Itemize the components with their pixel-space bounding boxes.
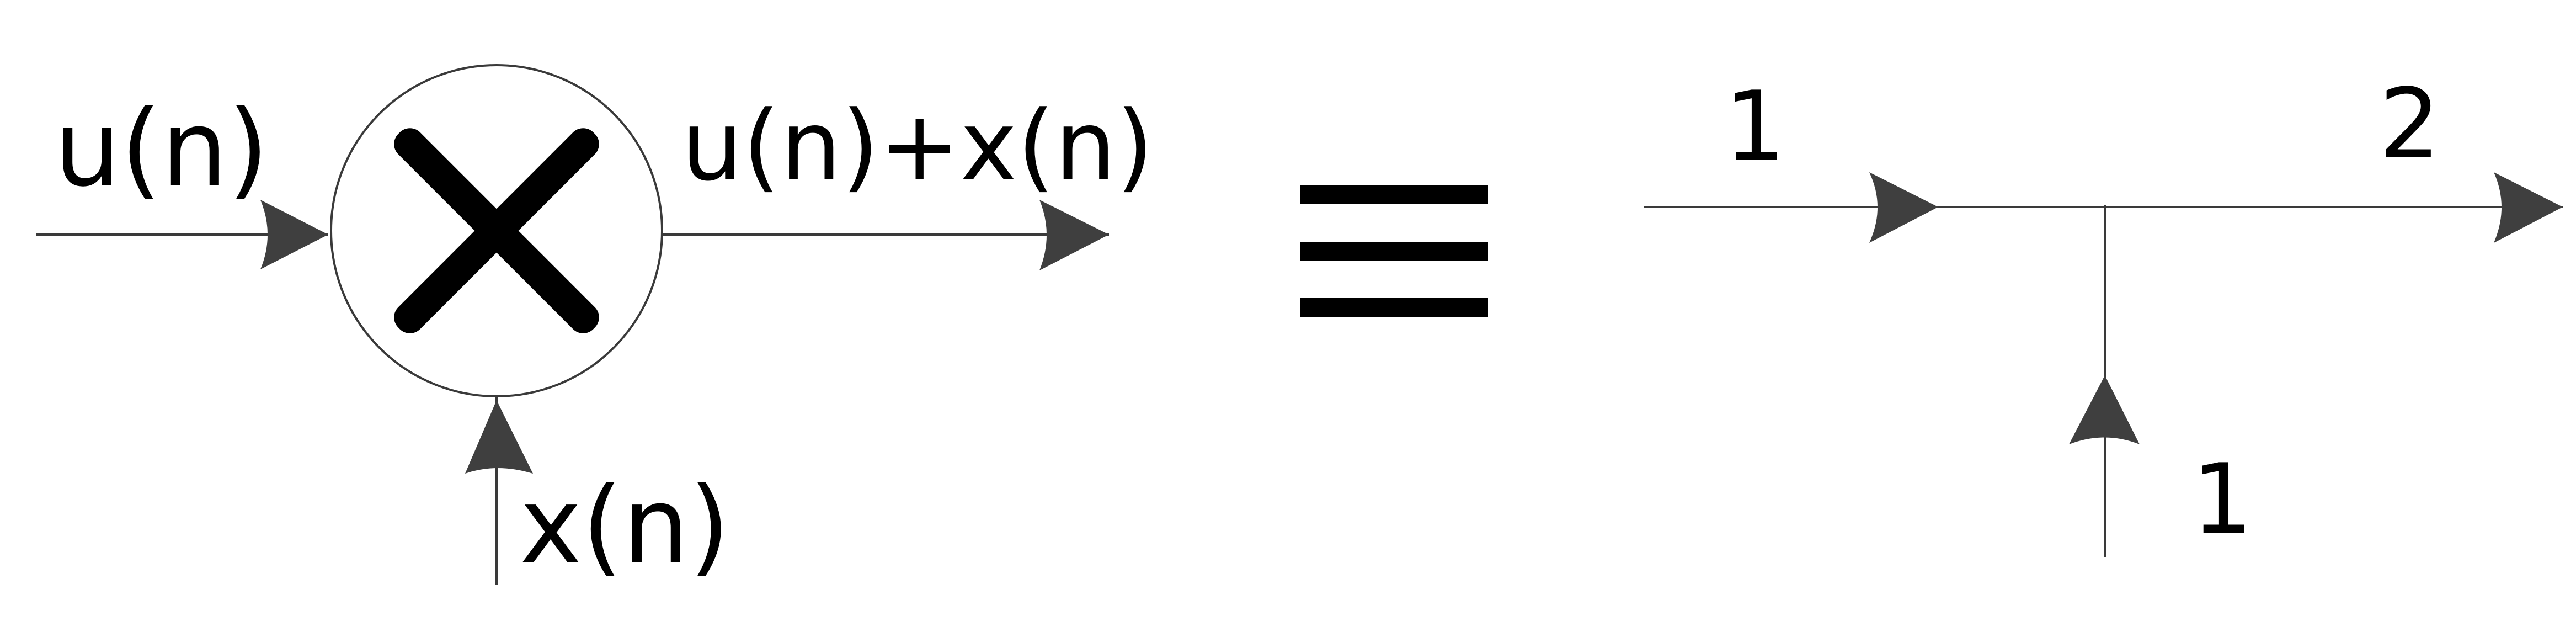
output-branch-gain: 2 <box>2379 68 2441 180</box>
bottom-branch-gain: 1 <box>2191 444 2253 556</box>
input-branch-arrowhead <box>1869 172 1938 243</box>
right-diagram <box>1644 68 2563 557</box>
output-arrowhead <box>1039 200 1109 270</box>
input-arrowhead <box>260 200 328 269</box>
bottom-branch-arrowhead <box>2069 375 2140 444</box>
input-branch-gain: 1 <box>1724 71 1786 183</box>
equivalent-icon <box>1300 185 1488 317</box>
output-branch-arrowhead <box>2494 172 2563 243</box>
output-label: u(n)+x(n) <box>681 91 1154 203</box>
left-diagram <box>36 65 1154 587</box>
bottom-input-arrowhead <box>465 400 533 474</box>
input-label: u(n) <box>54 88 269 210</box>
bottom-input-label: x(n) <box>520 465 730 587</box>
